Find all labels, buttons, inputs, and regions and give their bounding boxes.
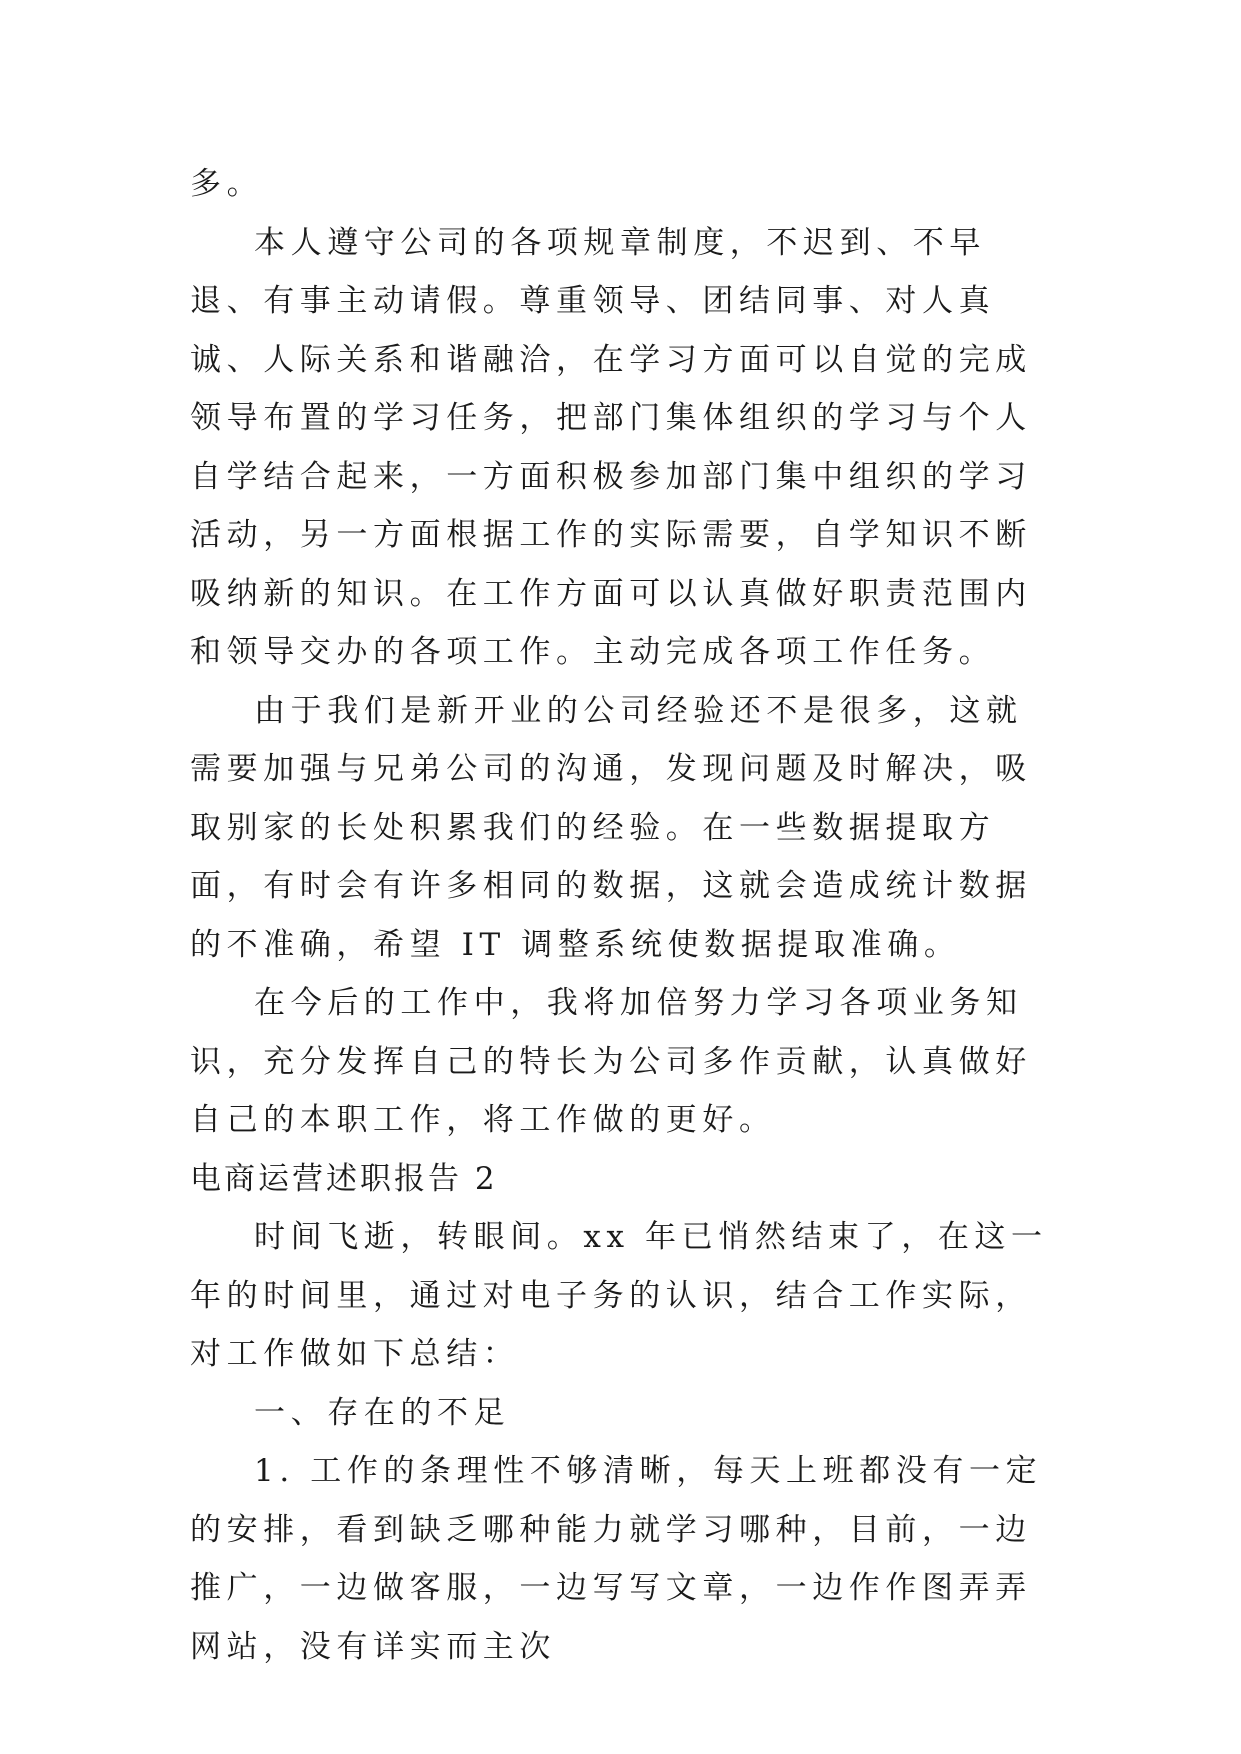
list-item-1: 1. 工作的条理性不够清晰，每天上班都没有一定的安排，看到缺乏哪种能力就学习哪种，目前，一边推广，一边做客服，一边写写文章，一边作作图弄弄网站，没有详实而主次 [190, 1453, 1043, 1665]
paragraph-work-discipline: 本人遵守公司的各项规章制度，不迟到、不早退、有事主动请假。尊重领导、团结同事、对人真诚、人际关系和谐融洽，在学习方面可以自觉的完成领导布置的学习任务，把部门集体组织的学习与个人自学结合起来，一方面积极参加部门集中组织的学习活动，另一方面根据工作的实际需要，自学知识不断吸纳新的知识。在工作方面可以认真做好职责范围内和领导交办的各项工作。主动完成各项工作任务。 [190, 224, 1032, 670]
paragraph-company-experience: 由于我们是新开业的公司经验还不是很多，这就需要加强与兄弟公司的沟通，发现问题及时解决，吸取别家的长处积累我们的经验。在一些数据提取方面，有时会有许多相同的数据，这就会造成统计数据的不准确，希望 IT 调整系统使数据提取准确。 [190, 692, 1032, 963]
document-body [190, 155, 1050, 1676]
paragraph-year-summary: 时间飞逝，转眼间。xx 年已悄然结束了，在这一年的时间里，通过对电子务的认识，结合工作实际，对工作做如下总结： [190, 1219, 1048, 1372]
paragraph-future-work: 在今后的工作中，我将加倍努力学习各项业务知识，充分发挥自己的特长为公司多作贡献，认真做好自己的本职工作，将工作做的更好。 [190, 985, 1032, 1138]
paragraph-continuation: 多。 [190, 166, 264, 202]
subheading-shortcomings: 一、存在的不足 [254, 1394, 511, 1431]
section-heading: 电商运营述职报告 2 [190, 1160, 498, 1197]
